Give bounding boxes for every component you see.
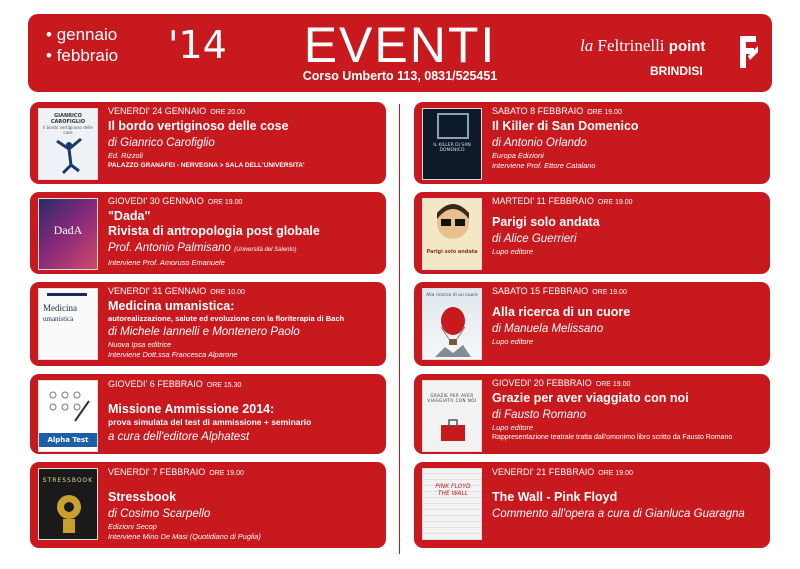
cover-title: IL KILLER DI SAN DOMENICO bbox=[433, 143, 471, 153]
page-title: EVENTI bbox=[303, 17, 497, 73]
event-author: di Fausto Romano bbox=[492, 409, 586, 421]
column-divider bbox=[399, 104, 400, 554]
event-title: Parigi solo andata bbox=[492, 215, 600, 229]
cover-title: GRAZIE PER AVER VIAGGIATO CON NOI bbox=[427, 393, 477, 403]
cover-title: Parigi solo andata bbox=[426, 249, 478, 255]
event-author: di Gianrico Carofiglio bbox=[108, 137, 215, 149]
cover-title: PINK FLOYD THE WALL bbox=[435, 483, 471, 497]
event-author: di Manuela Melissano bbox=[492, 323, 604, 335]
month-gennaio: gennaio bbox=[56, 25, 118, 44]
event-card[interactable] bbox=[414, 282, 770, 366]
event-card[interactable] bbox=[414, 192, 770, 274]
event-title: Medicina umanistica: bbox=[108, 299, 235, 313]
cover-title: Medicina bbox=[43, 303, 77, 313]
book-cover bbox=[38, 288, 98, 360]
event-card[interactable] bbox=[30, 282, 386, 366]
store-city: BRINDISI bbox=[650, 64, 703, 78]
book-cover bbox=[38, 468, 98, 540]
event-publisher: Nuova Ipsa editrice bbox=[108, 340, 172, 349]
month-item: • febbraio bbox=[46, 46, 119, 65]
event-date: VENERDI' 21 FEBBRAIO bbox=[492, 467, 595, 477]
event-card[interactable] bbox=[414, 462, 770, 548]
event-publisher: Lupo editore bbox=[492, 337, 534, 346]
event-guest: Interviene Mino De Masi (Quotidiano di Puglia) bbox=[108, 532, 261, 541]
event-publisher: Lupo editore bbox=[492, 247, 534, 256]
test-sheet-icon bbox=[45, 387, 93, 427]
event-title: Missione Ammissione 2014: bbox=[108, 402, 275, 416]
event-time: ORE 15.30 bbox=[206, 382, 242, 389]
event-title: Grazie per aver viaggiato con noi bbox=[492, 391, 689, 405]
event-publisher: Lupo editore bbox=[492, 423, 534, 432]
event-card[interactable] bbox=[30, 102, 386, 184]
event-author: Commento all'opera a cura di Gianluca Guaragna bbox=[492, 508, 745, 520]
event-time: ORE 19.00 bbox=[587, 109, 622, 116]
diver-figure-icon bbox=[53, 135, 85, 175]
feltrinelli-f-logo-icon bbox=[736, 34, 760, 70]
event-guest: Interviene Dott.ssa Francesca Alparone bbox=[108, 350, 238, 359]
book-cover bbox=[422, 288, 482, 360]
event-card[interactable] bbox=[414, 102, 770, 184]
event-date: SABATO 8 FEBBRAIO bbox=[492, 106, 584, 116]
event-date: VENERDI' 7 FEBBRAIO bbox=[108, 467, 206, 477]
brand-name: Feltrinelli bbox=[597, 36, 665, 55]
event-author: a cura dell'editore Alphatest bbox=[108, 431, 250, 443]
author-affiliation: (Università del Salento) bbox=[234, 247, 297, 253]
book-cover bbox=[38, 380, 98, 452]
event-author: Prof. Antonio Palmisano bbox=[108, 242, 231, 254]
face-sunglasses-icon bbox=[433, 203, 473, 247]
event-date: MARTEDI' 11 FEBBRAIO bbox=[492, 196, 594, 206]
event-title: Stressbook bbox=[108, 490, 177, 504]
book-cover bbox=[422, 380, 482, 452]
brand-la: la bbox=[580, 36, 594, 55]
event-time: ORE 19.00 bbox=[207, 199, 243, 206]
cover-title: Il bordo vertiginoso delle cose bbox=[43, 125, 93, 135]
event-publisher: Europa Edizioni bbox=[492, 151, 544, 160]
hot-air-balloon-icon bbox=[435, 305, 471, 357]
event-author: di Alice Guerrieri bbox=[492, 233, 577, 245]
month-item: • gennaio bbox=[46, 25, 118, 44]
event-time: ORE 19.00 bbox=[209, 470, 244, 477]
book-cover bbox=[38, 108, 98, 180]
cover-stripe bbox=[47, 293, 87, 296]
event-author: di Antonio Orlando bbox=[492, 137, 587, 149]
event-date: GIOVEDI' 30 GENNAIO bbox=[108, 196, 204, 206]
event-card[interactable] bbox=[30, 462, 386, 548]
event-title: Il bordo vertiginoso delle cose bbox=[108, 119, 289, 133]
event-card[interactable] bbox=[414, 374, 770, 454]
event-venue: PALAZZO GRANAFEI - NERVEGNA > SALA DELL'UNIVERSITA' bbox=[108, 162, 305, 169]
brand-point: point bbox=[668, 38, 706, 55]
window-icon bbox=[437, 113, 469, 139]
event-guest: Interviene Prof. Ettore Catalano bbox=[492, 161, 596, 170]
event-time: ORE 19.00 bbox=[598, 470, 633, 477]
event-title: Il Killer di San Domenico bbox=[492, 119, 639, 133]
event-title: Alla ricerca di un cuore bbox=[492, 305, 631, 319]
cover-title: DadA bbox=[53, 223, 83, 237]
event-card[interactable] bbox=[30, 192, 386, 274]
cover-title: STRESSBOOK bbox=[42, 477, 94, 484]
event-date: VENERDI' 24 GENNAIO bbox=[108, 106, 207, 116]
event-subtitle: autorealizzazione, salute ed evoluzione con la floriterapia di Bach bbox=[108, 314, 345, 323]
event-title-line2: Rivista di antropologia post globale bbox=[108, 224, 320, 238]
month-febbraio: febbraio bbox=[56, 46, 119, 65]
event-date: GIOVEDI' 20 FEBBRAIO bbox=[492, 378, 592, 388]
store-address: Corso Umberto 113, 0831/525451 bbox=[302, 69, 498, 83]
event-time: ORE 19.00 bbox=[597, 199, 633, 206]
event-time: ORE 19.00 bbox=[592, 289, 627, 296]
event-guest: Interviene Prof. Amoruso Emanuele bbox=[108, 258, 225, 267]
book-cover bbox=[422, 108, 482, 180]
event-card[interactable] bbox=[30, 374, 386, 454]
head-gears-icon bbox=[53, 491, 85, 535]
event-time: ORE 20.00 bbox=[210, 109, 245, 116]
cover-title: Alla ricerca di un cuore bbox=[426, 293, 478, 298]
suitcase-icon bbox=[439, 419, 467, 441]
event-title: The Wall - Pink Floyd bbox=[492, 490, 618, 504]
year-label: '14 bbox=[168, 23, 227, 67]
event-subtitle: prova simulata del test di ammissione + seminario bbox=[108, 417, 312, 427]
event-date: SABATO 15 FEBBRAIO bbox=[492, 286, 589, 296]
book-cover bbox=[38, 198, 98, 270]
alphatest-logo: Alpha Test bbox=[39, 433, 97, 447]
event-note: Rappresentazione teatrale tratta dall'omonimo libro scritto da Fausto Romano bbox=[492, 434, 733, 441]
cover-title-2: umanistica bbox=[43, 315, 74, 323]
event-date: VENERDI' 31 GENNAIO bbox=[108, 286, 207, 296]
event-time: ORE 19.00 bbox=[595, 381, 631, 388]
cover-author: GIANRICO CAROFIGLIO bbox=[50, 113, 86, 125]
event-author: di Michele Iannelli e Montenero Paolo bbox=[108, 326, 300, 338]
event-publisher: Ed. Rizzoli bbox=[108, 151, 143, 160]
header-banner bbox=[28, 14, 772, 92]
event-date: GIOVEDI' 6 FEBBRAIO bbox=[108, 379, 203, 389]
book-cover bbox=[422, 198, 482, 270]
event-time: ORE 10.00 bbox=[210, 289, 245, 296]
event-title: "Dada" bbox=[108, 209, 151, 223]
brand-logo-text bbox=[580, 36, 705, 56]
event-author: di Cosimo Scarpello bbox=[108, 508, 211, 520]
book-cover bbox=[422, 468, 482, 540]
event-publisher: Edizioni Secop bbox=[108, 522, 157, 531]
